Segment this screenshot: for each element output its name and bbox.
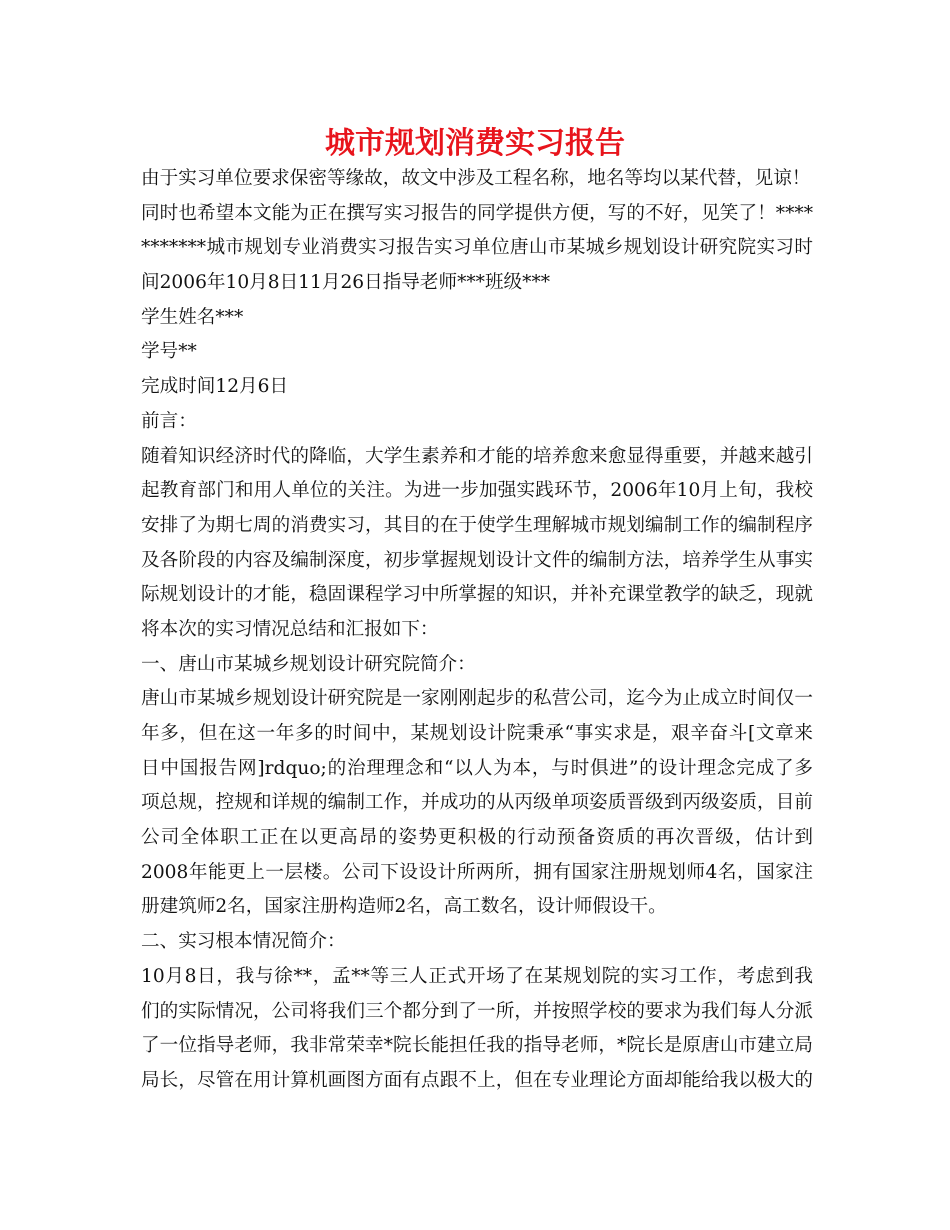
body-line: 际规划设计的才能，稳固课程学习中所掌握的知识，并补充课堂教学的缺乏，现就 xyxy=(141,584,813,606)
body-line: 局长，尽管在用计算机画图方面有点跟不上，但在专业理论方面却能给我以极大的 xyxy=(141,1069,813,1091)
body-line: 间2006年10月8日11月26日指导老师***班级*** xyxy=(141,272,551,294)
body-line: 学号** xyxy=(141,341,197,363)
document-body xyxy=(141,162,813,1099)
body-line: 年多，但在这一年多的时间中，某规划设计院秉承“事实求是，艰辛奋斗[文章来 xyxy=(141,723,813,744)
section-heading: 前言： xyxy=(141,410,197,432)
body-line: 学生姓名*** xyxy=(141,306,244,328)
body-line: 同时也希望本文能为正在撰写实习报告的同学提供方便，写的不好，见笑了！**** xyxy=(141,202,813,224)
body-line: 项总规，控规和详规的编制工作，并成功的从丙级单项姿质晋级到丙级姿质，目前 xyxy=(141,792,813,814)
body-line: 由于实习单位要求保密等缘故，故文中涉及工程名称，地名等均以某代替，见谅！ xyxy=(141,168,811,189)
body-line: 日中国报告网]rdquo;的治理理念和“以人为本，与时俱进”的设计理念完成了多 xyxy=(141,757,813,779)
body-line: 们的实际情况，公司将我们三个都分到了一所，并按照学校的要求为我们每人分派 xyxy=(141,1000,813,1022)
body-line: 将本次的实习情况总结和汇报如下： xyxy=(141,618,439,640)
body-line: 了一位指导老师，我非常荣幸*院长能担任我的指导老师，*院长是原唐山市建立局 xyxy=(141,1035,813,1057)
document-title: 城市规划消费实习报告 xyxy=(325,126,625,161)
body-line: 册建筑师2名，国家注册构造师2名，高工数名，设计师假设干。 xyxy=(141,896,667,918)
body-line: 随着知识经济时代的降临，大学生素养和才能的培养愈来愈显得重要，并越来越引 xyxy=(141,445,813,467)
body-line: 唐山市某城乡规划设计研究院是一家刚刚起步的私营公司，迄今为止成立时间仅一 xyxy=(141,688,813,710)
section-heading: 一、唐山市某城乡规划设计研究院简介： xyxy=(141,653,476,675)
body-line: 起教育部门和用人单位的关注。为进一步加强实践环节，2006年10月上旬，我校 xyxy=(141,480,813,502)
body-line: 2008年能更上一层楼。公司下设设计所两所，拥有国家注册规划师4名，国家注 xyxy=(141,861,813,883)
body-line: 完成时间12月6日 xyxy=(141,376,289,398)
body-line: 及各阶段的内容及编制深度，初步掌握规划设计文件的编制方法，培养学生从事实 xyxy=(141,549,813,571)
body-line: *******城市规划专业消费实习报告实习单位唐山市某城乡规划设计研究院实习时 xyxy=(141,237,813,259)
section-heading: 二、实习根本情况简介： xyxy=(141,931,346,953)
body-line: 10月8日，我与徐**，孟**等三人正式开场了在某规划院的实习工作，考虑到我 xyxy=(141,965,813,987)
body-line: 安排了为期七周的消费实习，其目的在于使学生理解城市规划编制工作的编制程序 xyxy=(141,514,813,536)
body-line: 公司全体职工正在以更高昂的姿势更积极的行动预备资质的再次晋级，估计到 xyxy=(141,827,813,849)
